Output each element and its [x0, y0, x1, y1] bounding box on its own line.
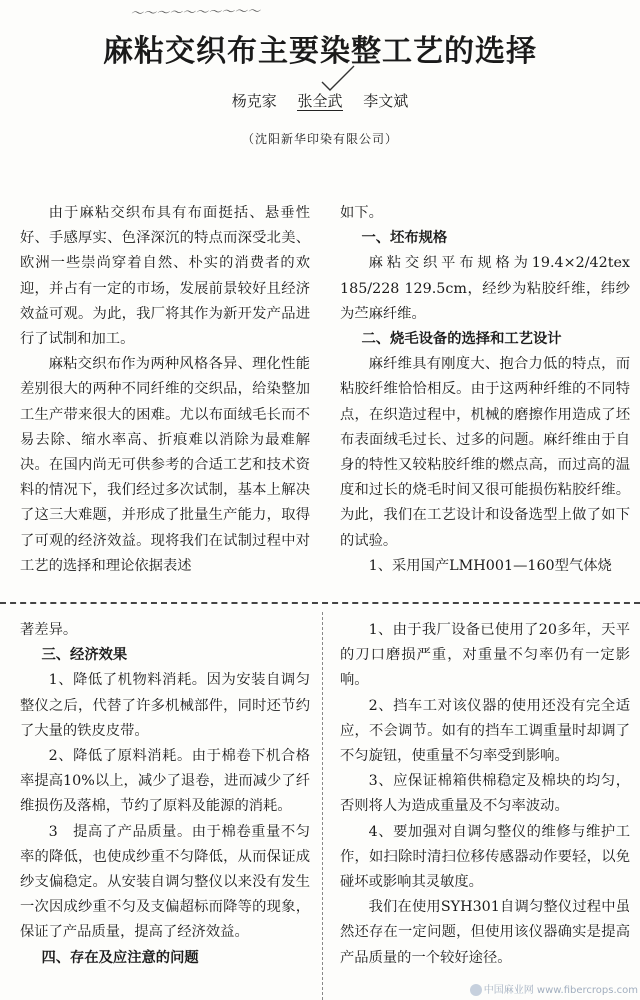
- affiliation: （沈阳新华印染有限公司）: [241, 132, 398, 146]
- paragraph-singeing-item-1: 1、采用国产LMH001—160型气体烧: [368, 557, 612, 574]
- paragraph-issue-4: 4、要加强对自调匀整仪的维修与维护工作，如扫除时清扫位移传感器动作要轻，以免碰坏或影响其灵敏度。: [340, 823, 630, 891]
- paragraph-issue-1: 1、由于我厂设备已使用了20多年，天平的刀口磨损严重，对重量不匀率仍有一定影响。: [340, 622, 630, 689]
- paragraph-conclusion: 我们在使用SYH301自调匀整仪过程中虽然还存在一定问题，但使用该仪器确实是提高产品质量的一个较好途径。: [340, 899, 630, 966]
- handwritten-annotation: ～～～～～～～～～～: [129, 4, 261, 22]
- paragraph-singeing: 麻纤维具有刚度大、抱合力低的特点，而粘胶纤维恰恰相反。由于这两种纤维的不同特点，在织造过程中，机械的磨擦作用造成了坯布表面绒毛过长、过多的问题。麻纤维由于自身的特性又较粘胶纤维的燃点高，而过高的温度和过长的烧毛时间又很可能损伤粘胶纤维。为此，我们在工艺设计和设备选型上做了如下的试验。: [340, 356, 630, 549]
- paragraph-continuation: 如下。: [340, 205, 383, 221]
- page-split-divider: [0, 602, 640, 604]
- watermark-logo-icon: [470, 984, 482, 996]
- lower-left-column: [20, 618, 310, 1000]
- column-divider: [322, 612, 323, 1000]
- section-heading-2: 二、烧毛设备的选择和工艺设计: [361, 331, 562, 348]
- lower-right-column: [340, 618, 630, 1000]
- paragraph-continuation-lower: 著差异。: [20, 622, 78, 638]
- upper-left-column: [20, 201, 310, 596]
- paragraph-intro-1: 由于麻粘交织布具有布面挺括、悬垂性好、手感厚实、色泽深沉的特点而深受北美、欧洲一些崇尚穿着自然、朴实的消费者的欢迎，并占有一定的市场，发展前景较好且经济效益可观。为此，我厂将其作为新开发产品进行了试制和加工。: [20, 205, 310, 348]
- paragraph-fabric-spec: 麻粘交织平布规格为19.4×2/42tex 185/228 129.5cm，经纱为粘胶纤维，纬纱为苎麻纤维。: [340, 255, 630, 322]
- author-1: 杨克家: [231, 92, 277, 110]
- paragraph-econ-1: 1、降低了机物料消耗。因为安装自调匀整仪之后，代替了许多机械部件，同时还节约了大量的铁皮皮带。: [20, 672, 310, 739]
- section-heading-4: 四、存在及应注意的问题: [41, 949, 199, 966]
- paragraph-econ-2: 2、降低了原料消耗。由于棉卷下机合格率提高10%以上，减少了退卷，进而减少了纤维损伤及落棉，节约了原料及能源的消耗。: [20, 748, 310, 815]
- author-3: 李文斌: [363, 92, 409, 110]
- section-heading-1: 一、坯布规格: [361, 230, 448, 247]
- watermark-text: 中国麻业网 www.fibercrops.com: [483, 985, 638, 996]
- upper-right-column: [340, 201, 630, 601]
- paragraph-intro-2: 麻粘交织布作为两种风格各异、理化性能差别很大的两种不同纤维的交织品，给染整加工生产带来很大的困难。尤以布面绒毛长而不易去除、缩水率高、折痕难以消除为最难解决。在国内尚无可供参考的合适工艺和技术资料的情况下，我们经过多次试制，基本上解决了这三大难题，并形成了批量生产能力，取得了可观的经济效益。现将我们在试制过程中对工艺的选择和理论依据表述: [20, 356, 310, 574]
- paragraph-econ-3: 3 提高了产品质量。由于棉卷重量不匀率的降低，也使成纱重不匀降低，从而保证成纱支偏稳定。从安装自调匀整仪以来没有发生一次因成纱重不匀及支偏超标而降等的现象，保证了产品质量，提高了经济效益。: [20, 823, 310, 941]
- author-2: 张全武: [297, 92, 343, 110]
- section-heading-3: 三、经济效果: [41, 647, 128, 664]
- site-watermark: [470, 981, 638, 996]
- paper-title: 麻粘交织布主要染整工艺的选择: [103, 34, 537, 69]
- authors-line: [0, 90, 640, 111]
- paragraph-issue-2: 2、挡车工对该仪器的使用还没有完全适应，不会调节。如有的挡车工调重量时却调了不匀旋钮，使重量不匀率受到影响。: [340, 697, 630, 765]
- paragraph-issue-3: 3、应保证棉箱供棉稳定及棉块的均匀，否则将人为造成重量及不匀率波动。: [340, 773, 630, 815]
